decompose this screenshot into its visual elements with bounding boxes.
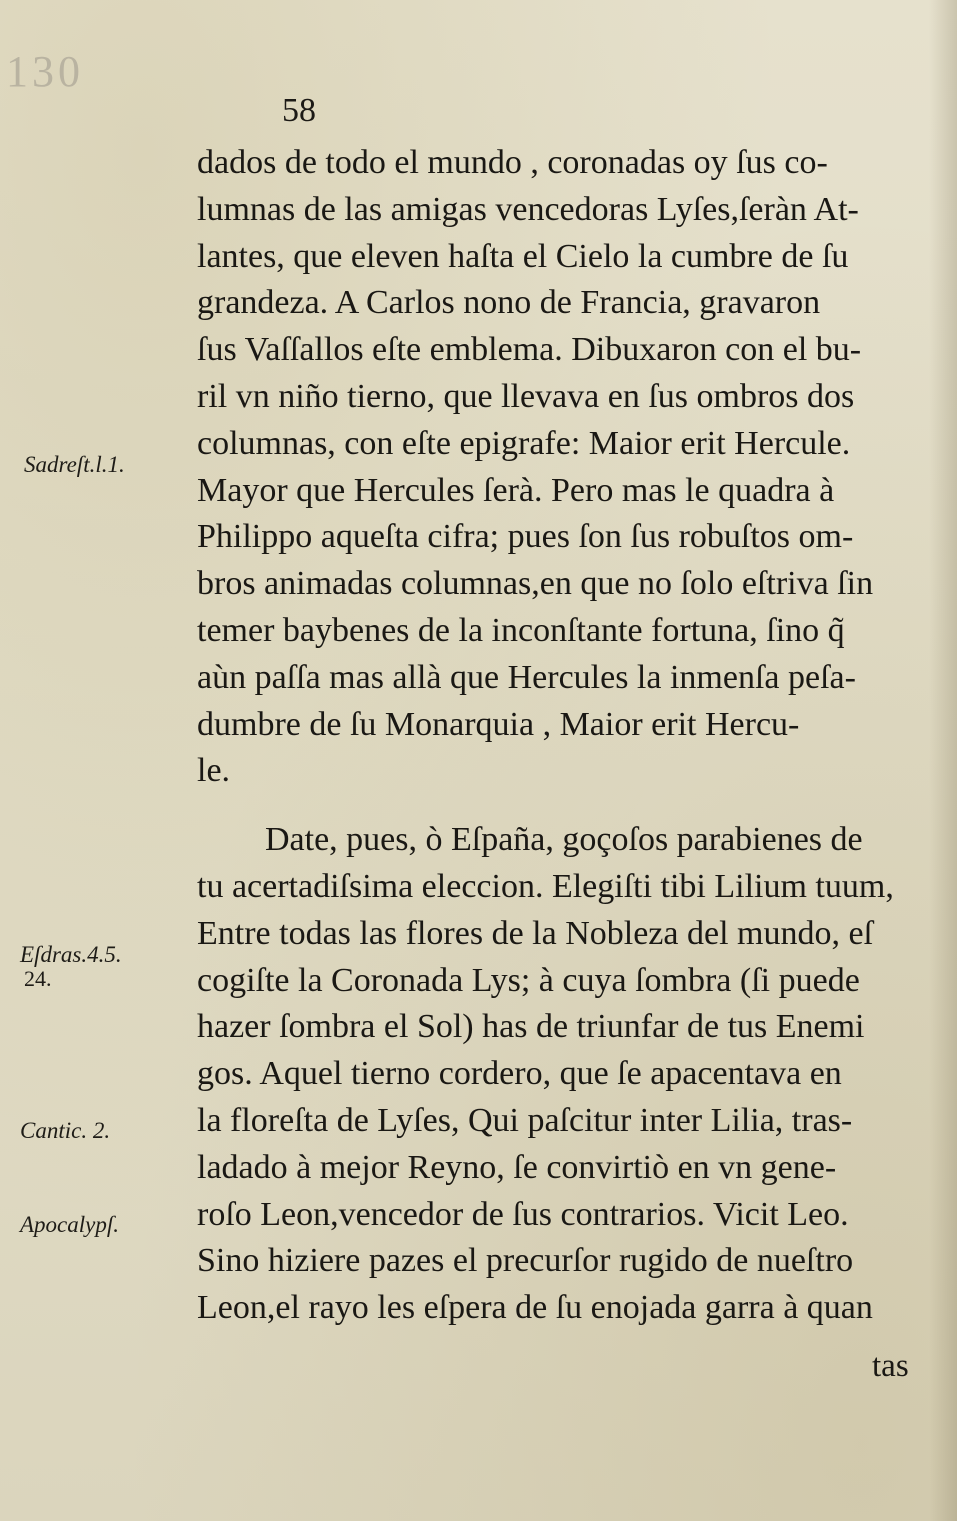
page-number: 58	[282, 92, 316, 129]
text-line: dumbre de ſu Monarquia , Maior erit Hercu-	[197, 705, 800, 743]
text-line: cogiſte la Coronada Lys; à cuya ſombra (ſi puede	[197, 961, 860, 999]
text-line: aùn paſſa mas allà que Hercules la inmenſa peſa-	[197, 658, 856, 696]
margin-note: Eſdras.4.5.	[20, 942, 122, 967]
text-line: columnas, con eſte epigrafe: Maior erit Hercule.	[197, 424, 851, 462]
text-line: ſus Vaſſallos eſte emblema. Dibuxaron con el bu-	[197, 331, 862, 369]
text-line: dados de todo el mundo , coronadas oy ſus co-	[197, 144, 828, 181]
text-line: la floreſta de Lyſes, Qui paſcitur inter Lilia, tras-	[197, 1101, 853, 1139]
text-line: lantes, que eleven haſta el Cielo la cumbre de ſu	[197, 237, 849, 275]
text-line: bros animadas columnas,en que no ſolo eſtriva ſin	[197, 565, 874, 603]
text-line: tu acertadiſsima eleccion. Elegiſti tibi Lilium tuum,	[197, 867, 894, 905]
text-line: roſo Leon,vencedor de ſus contrarios. Vicit Leo.	[197, 1195, 849, 1233]
text-line: le.	[197, 752, 231, 790]
text-line: temer baybenes de la inconſtante fortuna, ſino q̃	[197, 611, 845, 649]
text-line: lumnas de las amigas vencedoras Lyſes,ſeràn At-	[197, 190, 859, 228]
margin-note: Sadreſt.l.1.	[24, 452, 125, 477]
margin-note: 24.	[24, 966, 52, 991]
catchword: tas	[872, 1348, 909, 1384]
folio-mark: 130	[6, 47, 84, 96]
text-line: Sino hiziere pazes el precurſor rugido de nueſtro	[197, 1242, 854, 1280]
margin-note: Apocalypſ.	[20, 1212, 119, 1237]
text-line: Leon,el rayo les eſpera de ſu enojada garra à quan	[197, 1289, 873, 1327]
body-text	[197, 140, 937, 1332]
text-line: Entre todas las flores de la Nobleza del mundo, eſ	[197, 914, 873, 952]
text-line: ril vn niño tierno, que llevava en ſus ombros dos	[197, 377, 855, 415]
text-line: ladado à mejor Reyno, ſe convirtiò en vn gene-	[197, 1148, 837, 1186]
text-line: hazer ſombra el Sol) has de triunfar de tus Enemi	[197, 1008, 865, 1046]
text-line: gos. Aquel tierno cordero, que ſe apacentava en	[197, 1055, 842, 1093]
text-line: Mayor que Hercules ſerà. Pero mas le quadra à	[197, 471, 835, 509]
paragraph-first-line: Date, pues, ò Eſpaña, goçoſos parabienes de	[265, 821, 863, 859]
text-line: grandeza. A Carlos nono de Francia, gravaron	[197, 284, 821, 322]
margin-note: Cantic. 2.	[20, 1118, 111, 1143]
text-line: Philippo aqueſta cifra; pues ſon ſus robuſtos om-	[197, 518, 854, 556]
